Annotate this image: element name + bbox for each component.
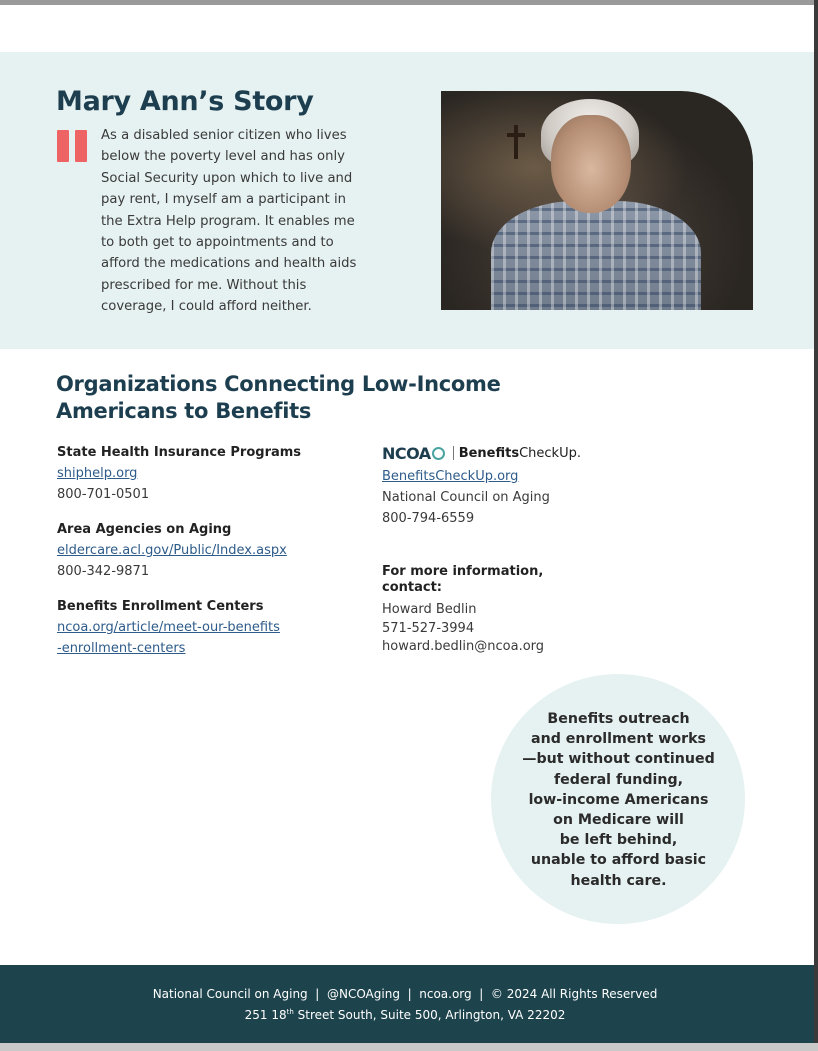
org-name: Area Agencies on Aging	[57, 522, 232, 537]
org-phone: 800-342-9871	[57, 564, 150, 579]
contact-name: Howard Bedlin	[382, 602, 477, 617]
window-bottom-edge	[0, 1043, 818, 1051]
story-title: Mary Ann’s Story	[56, 86, 314, 117]
ncoa-wordmark: NCOA	[382, 443, 431, 463]
window-right-edge	[814, 0, 818, 1051]
org-link[interactable]: ncoa.org/article/meet-our-benefits	[57, 620, 280, 635]
logo-checkup: CheckUp.	[519, 445, 581, 461]
org-name-text: National Council on Aging	[382, 490, 550, 505]
org-entry	[57, 519, 357, 582]
ncoa-leaf-icon	[432, 447, 445, 460]
org-link[interactable]: shiphelp.org	[57, 466, 138, 481]
page-footer	[0, 965, 814, 1043]
org-entry	[57, 442, 357, 505]
org-link-continued[interactable]: -enrollment-centers	[57, 641, 186, 656]
organizations-title: Organizations Connecting Low-Income Americans to Benefits	[56, 372, 501, 423]
story-quote: As a disabled senior citizen who lives below the poverty level and has only Social Security upon which to live and pay rent, I myself am a participant in the Extra Help program. It enables me to both get to appointments and to afford the medications and health aids prescribed for me. Without this coverage, I could afford neither.	[101, 128, 357, 315]
window-top-edge	[0, 0, 818, 5]
org-phone: 800-701-0501	[57, 487, 150, 502]
cross-icon	[505, 125, 527, 159]
contact-block	[382, 564, 642, 657]
footer-address: 251 18th Street South, Suite 500, Arlington, VA 22202	[244, 1008, 566, 1022]
quote-icon	[57, 130, 89, 162]
callout-text: Benefits outreach and enrollment works —but without continued federal funding, low-income Americans on Medicare will be left behind, unable to afford basic health care.	[522, 711, 715, 889]
org-entry	[57, 596, 357, 659]
contact-heading-continued: contact:	[382, 580, 442, 595]
organizations-right-column	[382, 466, 642, 529]
contact-email: howard.bedlin@ncoa.org	[382, 639, 545, 654]
org-phone: 800-794-6559	[382, 511, 475, 526]
contact-phone: 571-527-3994	[382, 620, 475, 636]
organizations-left-column	[57, 442, 357, 659]
org-link[interactable]: eldercare.acl.gov/Public/Index.aspx	[57, 543, 287, 558]
footer-info: National Council on Aging | @NCOAging | ncoa.org | © 2024 All Rights Reserved	[152, 987, 658, 1001]
org-name: State Health Insurance Programs	[57, 445, 302, 460]
contact-heading: For more information,	[382, 564, 544, 579]
logo-benefits: Benefits	[458, 445, 520, 461]
benefitscheckup-logo	[382, 444, 581, 462]
benefitscheckup-link[interactable]: BenefitsCheckUp.org	[382, 469, 519, 484]
org-name: Benefits Enrollment Centers	[57, 599, 264, 614]
portrait-photo	[441, 91, 753, 310]
